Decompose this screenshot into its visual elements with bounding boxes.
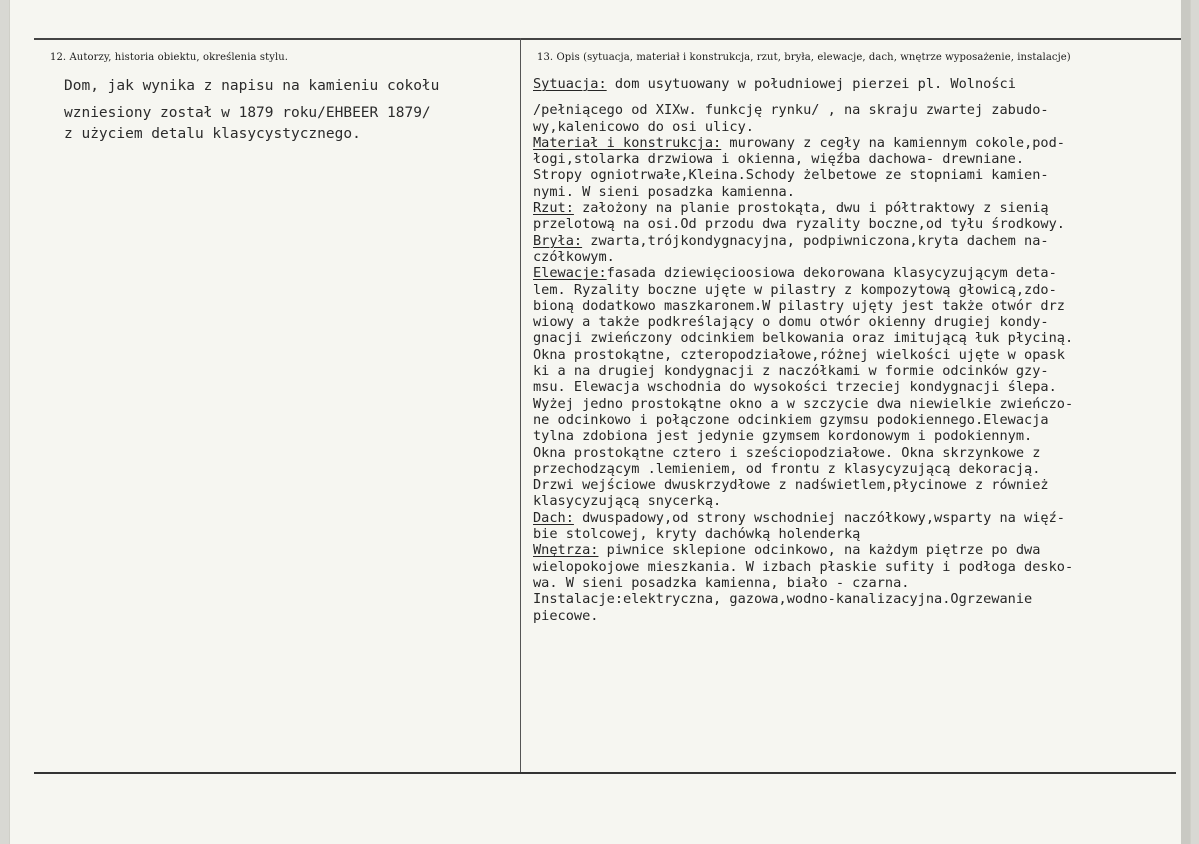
section-12-body <box>64 76 514 145</box>
description-text: wa. W sieni posadzka kamienna, biało - czarna. <box>533 574 910 591</box>
description-line <box>533 102 1199 118</box>
description-text: przechodzącym .lemieniem, od frontu z klasycyzującą dekoracją. <box>533 460 1041 477</box>
description-line <box>533 330 1199 346</box>
description-text: Drzwi wejściowe dwuskrzydłowe z nadświetlem,płycinowe z również <box>533 477 1049 494</box>
description-line <box>533 542 1199 558</box>
description-line <box>533 412 1199 428</box>
description-text: /pełniącego od XIXw. funkcję rynku/ , na skraju zwartej zabudo- <box>533 102 1049 119</box>
description-text: Okna prostokątne, czteropodziałowe,różnej wielkości ujęte w opask <box>533 346 1065 363</box>
top-rule <box>34 38 1184 40</box>
description-line <box>533 184 1199 200</box>
description-text: czółkowym. <box>533 248 615 265</box>
description-text: dwuspadowy,od strony wschodniej naczółkowy,wsparty na więź- <box>573 509 1065 526</box>
page-edge <box>1181 0 1190 844</box>
description-text: fasada dziewięcioosiowa dekorowana klasycyzującym deta- <box>606 265 1057 282</box>
description-line <box>533 510 1199 526</box>
description-text: murowany z cegły na kamiennym cokole,pod- <box>721 134 1065 151</box>
description-line <box>533 477 1199 493</box>
description-text: tylna zdobiona jest jedynie gzymsem kordonowym i podokiennym. <box>533 428 1033 445</box>
description-text: wiowy a także podkreślający o domu otwór okienny drugiej kondy- <box>533 314 1049 331</box>
body-line: wzniesiony został w 1879 roku/EHBEER 1879/ <box>64 105 431 121</box>
description-line <box>533 233 1199 249</box>
section-13-body <box>533 76 1199 624</box>
description-line <box>533 76 1199 92</box>
description-text: ne odcinkowo i połączone odcinkiem gzymsu podokiennego.Elewacja <box>533 411 1049 428</box>
description-line <box>533 249 1199 265</box>
description-text: msu. Elewacja wschodnia do wysokości trzeciej kondygnacji ślepa. <box>533 379 1057 396</box>
description-line <box>533 167 1199 183</box>
description-line <box>533 347 1199 363</box>
column-divider <box>520 38 521 774</box>
description-text: bie stolcowej, kryty dachówką holenderką <box>533 526 861 543</box>
description-line <box>533 265 1199 281</box>
description-text: nymi. W sieni posadzka kamienna. <box>533 183 795 200</box>
description-text: Wyżej jedno prostokątne okno a w szczycie dwa niewielkie zwieńczo- <box>533 395 1074 412</box>
description-text: ki a na drugiej kondygnacji z naczółkami w formie odcinków gzy- <box>533 363 1049 380</box>
description-line <box>533 216 1199 232</box>
description-text: Stropy ogniotrwałe,Kleina.Schody żelbetowe ze stopniami kamien- <box>533 167 1049 184</box>
description-line <box>533 575 1199 591</box>
section-label: Wnętrza: <box>533 542 599 559</box>
section-label: Sytuacja: <box>533 76 607 92</box>
description-line <box>533 151 1199 167</box>
body-line: z użyciem detalu klasycystycznego. <box>64 126 361 142</box>
body-line: Dom, jak wynika z napisu na kamieniu cokołu <box>64 78 440 94</box>
description-line <box>533 363 1199 379</box>
description-line <box>533 461 1199 477</box>
description-text: Okna prostokątne cztero i sześciopodziałowe. Okna skrzynkowe z <box>533 444 1041 461</box>
document-sheet <box>10 0 1190 844</box>
description-line <box>533 314 1199 330</box>
description-text: wy,kalenicowo do osi ulicy. <box>533 118 754 135</box>
description-line <box>533 493 1199 509</box>
description-line <box>533 591 1199 607</box>
description-text: założony na planie prostokąta, dwu i półtraktowy z sienią <box>573 200 1049 217</box>
description-line <box>533 298 1199 314</box>
description-line <box>533 445 1199 461</box>
description-line <box>533 428 1199 444</box>
section-12-heading: 12. Autorzy, historia obiektu, określenia stylu. <box>50 52 289 63</box>
section-label: Rzut: <box>533 200 574 217</box>
description-text: klasycyzującą snycerką. <box>533 493 722 510</box>
description-text: przelotową na osi.Od przodu dwa ryzality boczne,od tyłu środkowy. <box>533 216 1065 233</box>
description-line <box>533 396 1199 412</box>
section-label: Materiał i konstrukcja: <box>533 134 722 151</box>
description-line <box>533 379 1199 395</box>
description-text: wielopokojowe mieszkania. W izbach płaskie sufity i podłoga desko- <box>533 558 1074 575</box>
section-label: Bryła: <box>533 232 583 249</box>
description-text: łogi,stolarka drzwiowa i okienna, więźba dachowa- drewniane. <box>533 151 1025 168</box>
description-text: lem. Ryzality boczne ujęte w pilastry z kompozytową głowicą,zdo- <box>533 281 1057 298</box>
description-text: dom usytuowany w południowej pierzei pl. Wolności <box>606 76 1016 92</box>
description-line <box>533 608 1199 624</box>
description-line <box>533 135 1199 151</box>
bottom-rule <box>34 772 1176 774</box>
description-line <box>533 526 1199 542</box>
description-line <box>533 559 1199 575</box>
description-line <box>533 200 1199 216</box>
section-13-heading: 13. Opis (sytuacja, materiał i konstrukcja, rzut, bryła, elewacje, dach, wnętrze wyposażenie, instalacje) <box>537 52 1071 63</box>
section-label: Elewacje: <box>533 265 607 282</box>
section-label: Dach: <box>533 509 574 526</box>
description-text: bioną dodatkowo maszkaronem.W pilastry ujęty jest także otwór drz <box>533 297 1065 314</box>
description-line <box>533 119 1199 135</box>
description-text: gnacji zwieńczony odcinkiem belkowania oraz imitującą łuk płyciną. <box>533 330 1074 347</box>
description-text: piecowe. <box>533 607 599 624</box>
description-text: piwnice sklepione odcinkowo, na każdym piętrze po dwa <box>598 542 1041 559</box>
description-text: zwarta,trójkondygnacyjna, podpiwniczona,kryta dachem na- <box>582 232 1049 249</box>
description-line <box>533 282 1199 298</box>
description-text: Instalacje:elektryczna, gazowa,wodno-kanalizacyjna.Ogrzewanie <box>533 591 1033 608</box>
